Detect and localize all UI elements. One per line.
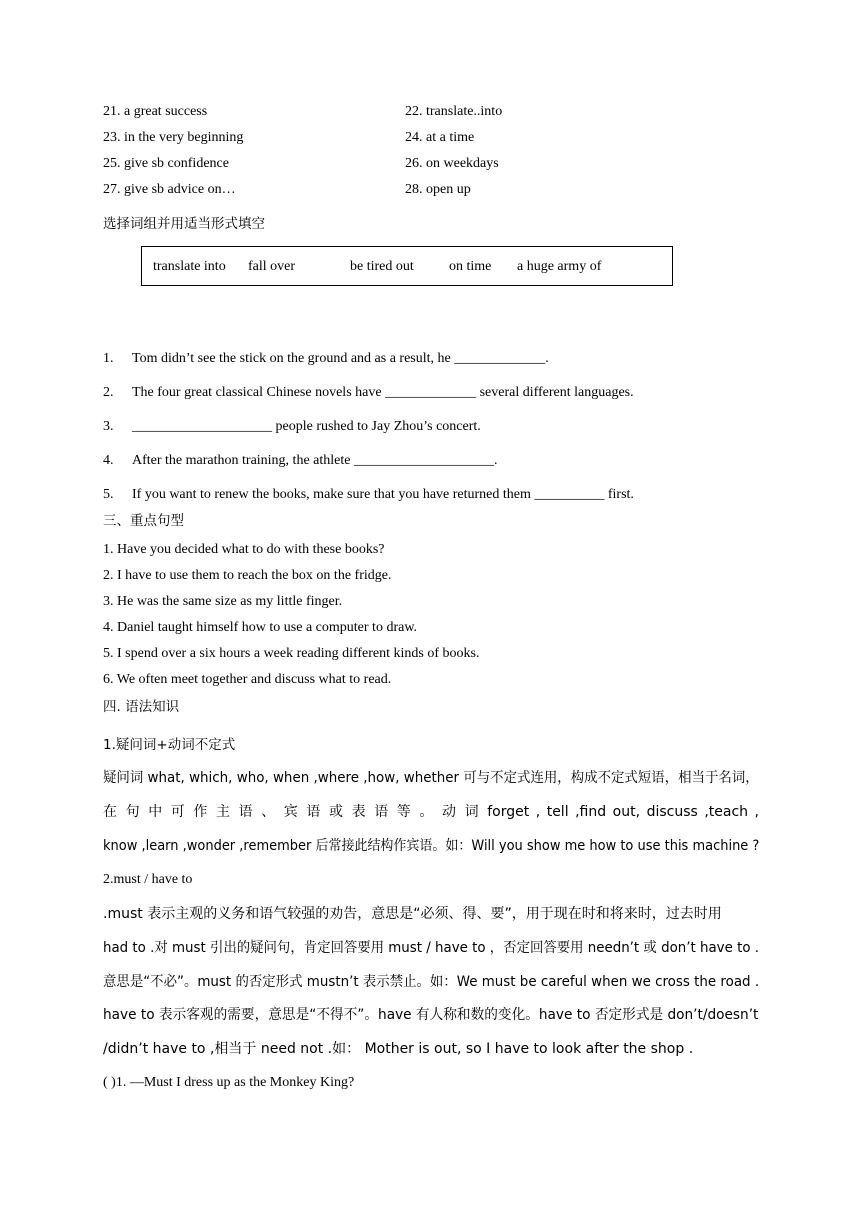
practice-question: ( )1. —Must I dress up as the Monkey King? bbox=[103, 1075, 355, 1090]
fill-item-number: 1. bbox=[103, 351, 114, 366]
grammar-paragraph-line: 意思是“不必”。must 的否定形式 mustn’t 表示禁止。如：We must be careful when we cross the road . bbox=[103, 974, 760, 990]
phrase-28: 28. open up bbox=[405, 182, 471, 197]
fill-item-text: The four great classical Chinese novels have _____________ several different languages. bbox=[132, 385, 634, 400]
grammar-paragraph-line: /didn’t have to ,相当于 need not .如： Mother is out, so I have to look after the shop . bbox=[103, 1041, 694, 1057]
key-sentence: 3. He was the same size as my little finger. bbox=[103, 594, 343, 609]
fill-section-title: 选择词组并用适当形式填空 bbox=[103, 216, 265, 232]
phrase-21: 21. a great success bbox=[103, 104, 208, 119]
fill-item-number: 5. bbox=[103, 487, 114, 502]
word-bank-item: a huge army of bbox=[517, 259, 602, 274]
phrase-23: 23. in the very beginning bbox=[103, 130, 244, 145]
phrase-26: 26. on weekdays bbox=[405, 156, 499, 171]
key-sentence: 2. I have to use them to reach the box on the fridge. bbox=[103, 568, 392, 583]
word-bank-item: on time bbox=[449, 259, 492, 274]
grammar-paragraph-line: 疑问词 what, which, who, when ,where ,how, whether 可与不定式连用，构成不定式短语，相当于名词， bbox=[103, 770, 759, 786]
fill-item-number: 2. bbox=[103, 385, 114, 400]
fill-item-text: After the marathon training, the athlete ____________________. bbox=[132, 453, 498, 468]
grammar-subtitle-1: 1.疑问词+动词不定式 bbox=[103, 737, 236, 753]
key-sentence: 6. We often meet together and discuss what to read. bbox=[103, 672, 392, 687]
key-sentences-title: 三、重点句型 bbox=[103, 513, 184, 529]
phrase-25: 25. give sb confidence bbox=[103, 156, 229, 171]
grammar-paragraph-line: have to 表示客观的需要，意思是“不得不”。have 有人称和数的变化。have to 否定形式是 don’t/doesn’t bbox=[103, 1007, 759, 1023]
word-bank-item: translate into bbox=[153, 259, 226, 274]
grammar-title: 四. 语法知识 bbox=[103, 699, 180, 715]
word-bank-box bbox=[141, 246, 673, 286]
fill-item-text: ____________________ people rushed to Jay Zhou’s concert. bbox=[132, 419, 481, 434]
word-bank-item: be tired out bbox=[350, 259, 414, 274]
key-sentence: 4. Daniel taught himself how to use a computer to draw. bbox=[103, 620, 418, 635]
phrase-22: 22. translate..into bbox=[405, 104, 503, 119]
fill-item-text: Tom didn’t see the stick on the ground and as a result, he _____________. bbox=[132, 351, 549, 366]
key-sentence: 1. Have you decided what to do with these books? bbox=[103, 542, 385, 557]
grammar-paragraph-line: know ,learn ,wonder ,remember 后常接此结构作宾语。如：Will you show me how to use this machine ? bbox=[103, 838, 760, 854]
phrase-24: 24. at a time bbox=[405, 130, 475, 145]
phrase-27: 27. give sb advice on… bbox=[103, 182, 236, 197]
fill-item-text: If you want to renew the books, make sure that you have returned them __________ first. bbox=[132, 487, 634, 502]
grammar-paragraph-line: had to .对 must 引出的疑问句，肯定回答要用 must / have to ，否定回答要用 needn’t 或 don’t have to . bbox=[103, 940, 760, 956]
word-bank-item: fall over bbox=[248, 259, 296, 274]
fill-item-number: 3. bbox=[103, 419, 114, 434]
grammar-paragraph-line: .must 表示主观的义务和语气较强的劝告，意思是“必须、得、要”，用于现在时和将来时，过去时用 bbox=[103, 906, 722, 922]
fill-item-number: 4. bbox=[103, 453, 114, 468]
key-sentence: 5. I spend over a six hours a week reading different kinds of books. bbox=[103, 646, 480, 661]
grammar-paragraph-line: 在 句 中 可 作 主 语 、 宾 语 或 表 语 等 。 动 词 forget , tell ,find out, discuss ,teach , bbox=[103, 804, 759, 820]
grammar-subtitle-2: 2.must / have to bbox=[103, 872, 193, 887]
